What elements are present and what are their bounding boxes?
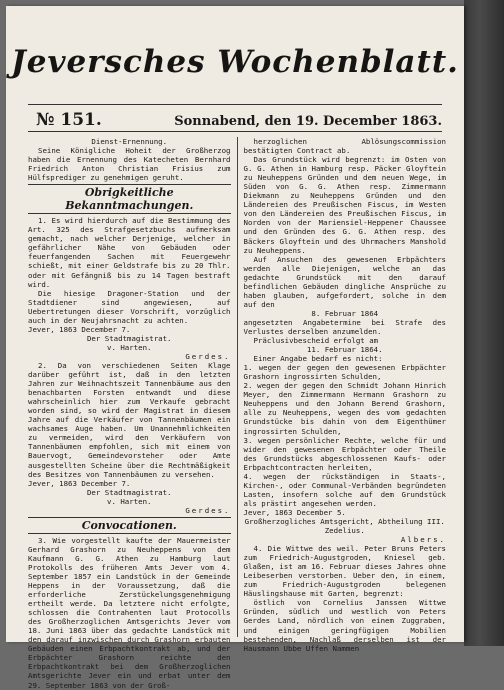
right-column	[243, 137, 447, 653]
text-line: 2. wegen der gegen den Schmidt Johann Hinrich Meyer, den Zimmermann Hermann Grashorn zu Neuheppens und den Johann Berend Grashorn, alle zu Neuheppens, wegen des vom gedachten Grundstücke bis dahin von dem Eigenthümer ingrossirten Schulden,	[243, 381, 446, 436]
issue-date: Sonnabend, den 19. December 1863.	[174, 114, 442, 129]
header-bottom-rule	[28, 131, 442, 132]
text-line: Jever, 1863 December 7.	[28, 478, 131, 488]
newspaper-page	[6, 6, 464, 690]
centered-line: 8. Februar 1864	[311, 308, 379, 318]
left-column	[28, 137, 231, 690]
centered-line: Großherzogliches Amtsgericht, Abtheilung III.	[244, 516, 445, 526]
paragraph: 4. Die Wittwe des weil. Peter Bruns Peters zum Friedrich-Augustgroden, Kniesel geb. Glaßen, ist am 16. Februar dieses Jahres ohne Leibeserben verstorben. Ueber den, in einem, zum Friedrich-Augustgroden belegenen Häuslingshause mit Garten, begrenzt:	[243, 544, 446, 599]
issue-number: № 151.	[36, 110, 102, 130]
text-line: 3. wegen persönlicher Rechte, welche für und wider den gewesenen Erbpächter oder Theile des Grundstücks abgeschlossenen Kaufs- oder Erbpachtcontracten herleiten,	[243, 435, 446, 472]
paragraph: Das Grundstück wird begrenzt: im Osten von G. G. Athen in Hamburg resp. Päcker Gloyftein zu Neuheppens Gründen und dem neuen Wege, im Süden von G. G. Athen resp. Zimmermann Diekmann zu Neuheppens Gründen und den Ländereien des Preußischen Fiscus, im Westen von den Ländereien des Preußischen Fiscus, im Norden von der Mariensiel-Heppener Chaussee und den Gründen des G. G. Athen resp. des Bäckers Gloyftein und des Uhrmachers Manshold zu Neuheppens.	[243, 155, 446, 255]
signature-line: Gerdes.	[185, 351, 231, 361]
text-line: Jever, 1863 December 5.	[243, 507, 346, 517]
centered-line: Dienst-Ernennung.	[91, 137, 168, 146]
top-rule	[28, 104, 442, 105]
paragraph: Präclusivbescheid erfolgt am	[253, 336, 379, 346]
paragraph: 2. Da von verschiedenen Seiten Klage darüber geführt ist, daß in den letzten Jahren zur Weihnachtszeit Tannenbäume aus den benachbarten Forsten entwandt und diese wahrscheinlich hier zum Verkaufe gebracht worden sind, so wird der Magistrat in diesem Jahre auf die Verkäufer von Tannenbäumen ein wachsames Auge haben. Um Unannehmlichkeiten zu vermeiden, wird den Verkäufern von Tannenbäumen empfohlen, sich mit einem von Bauervogt, Gemeindevorsteher oder Amte ausgestellten Scheine über die Rechtmäßigkeit des Besitzes von Tannenbäumen zu versehen.	[28, 360, 231, 479]
text-line: angesetzten Angabetermine bei Strafe des Verlustes derselben anzumelden.	[243, 317, 446, 336]
text-line: Jever, 1863 December 7.	[28, 324, 131, 334]
centered-line: Der Stadtmagistrat.	[86, 487, 172, 497]
paragraph: 3. Wie vorgestellt kaufte der Mauermeister Gerhard Grashorn zu Neuheppens von dem Kaufmann G. G. Athen zu Hamburg laut Protokolls des früheren Amts Jever vom 4. September 1857 ein Landstück in der Gemeinde Heppens in der Voraussetzung, daß die erforderliche Zerstückelungsgenehmigung ertheilt werde. Da letztere nicht erfolgte, schlossen die Contrahenten laut Protocolls des Großherzoglichen Amtsgerichts Jever vom 18. Juni 1863 über das gedachte Landstück mit den darauf inzwischen durch Grashorn erbauten Gebäuden einen Erbpachtkontrakt ab, und der Erbpächter Grashorn reichte den Erbpachtkontrakt bei dem Großherzoglichen Amtsgerichte Jever ein und erbat unter dem 29. September 1863 von der Groß-	[28, 535, 231, 690]
columns	[28, 137, 446, 690]
paragraph: herzoglichen Ablösungscommission bestätigten Contract ab.	[243, 137, 446, 156]
masthead-title: Jeversches Wochenblatt.	[11, 44, 459, 80]
centered-line: Zedelius.	[324, 526, 365, 536]
book-spine	[464, 0, 504, 646]
text-line: 1. wegen der gegen den gewesenen Erbpächter Grashorn ingrossirten Schulden,	[243, 363, 446, 382]
paragraph: Die hiesige Dragoner-Station und der Stadtdiener sind angewiesen, auf Uebertretungen dieser Vorschrift, vorzüglich auch in der Neujahrsnacht zu achten.	[28, 288, 231, 325]
signature-line: Albers.	[400, 535, 446, 545]
centered-line: v. Harten.	[107, 496, 152, 506]
paragraph: Seine Königliche Hoheit der Großherzog haben die Ernennung des Katecheten Bernhard Friedrich Anton Christian Frisius zum Hülfsprediger zu genehmigen geruht.	[28, 146, 231, 183]
centered-line: Der Stadtmagistrat.	[86, 333, 172, 343]
section-heading: Obrigkeitliche Bekanntmachungen.	[28, 184, 231, 214]
issue-line	[36, 110, 442, 130]
signature-line: Gerdes.	[185, 505, 231, 515]
centered-line: 11. Februar 1864.	[306, 345, 383, 355]
paragraph: Einer Angabe bedarf es nicht:	[253, 354, 383, 364]
paragraph: 1. Es wird hierdurch auf die Bestimmung des Art. 325 des Strafgesetzbuchs aufmerksam gemacht, nach welcher Derjenige, welcher in gefährlicher Nähe von Gebäuden oder feuerfangenden Sachen mit Feuergewehr schießt, mit einer Geldstrafe bis zu 20 Thlr. oder mit Gefängniß bis zu 14 Tagen bestraft wird.	[28, 216, 231, 289]
text-line: 4. wegen der rückständigen in Staats-, Kirchen-, oder Communal-Verbänden begründeten Lasten, insofern solche auf dem Grundstück als prästirt angesehen werden.	[243, 471, 446, 508]
paragraph: östlich von Cornelius Janssen Wittwe Gründen, südlich und westlich von Peters Gerdes Land, nördlich von einem Zuggraben, und einigen geringfügigen Mobilien bestehenden, Nachlaß derselben ist der Hausmann Ubbe Uffen Nammen	[243, 598, 446, 653]
centered-line: v. Harten.	[107, 342, 152, 352]
column-divider	[237, 137, 238, 637]
paragraph: Auf Ansuchen des gewesenen Erbpächters werden alle Diejenigen, welche an das gedachte Grundstück mit den darauf befindlichen Gebäuden dingliche Ansprüche zu haben glauben, aufgefordert, solche in dem auf den	[243, 254, 446, 309]
section-heading: Convocationen.	[28, 517, 231, 534]
